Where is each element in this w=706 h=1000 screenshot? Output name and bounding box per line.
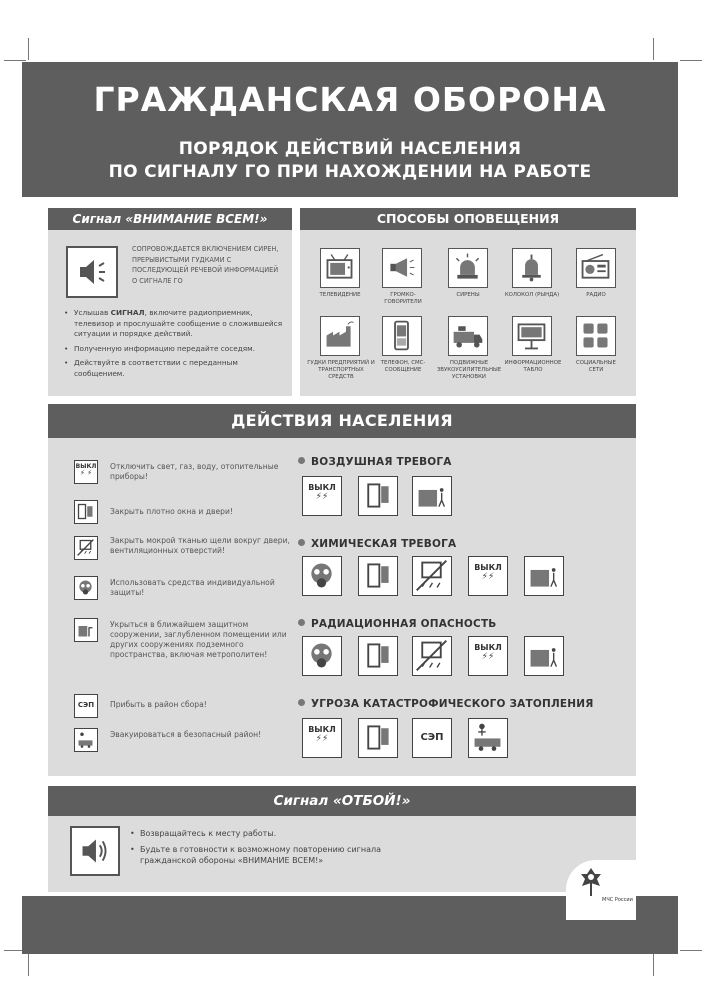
- vehicle-icon: [448, 316, 488, 356]
- notification-label-billboard: ИНФОРМАЦИОННОЕ ТАБЛО: [504, 360, 562, 373]
- subtitle-line-2: ПО СИГНАЛУ ГО ПРИ НАХОЖДЕНИИ НА РАБОТЕ: [108, 162, 592, 182]
- crop-mark: [653, 954, 654, 976]
- speaker-muted-icon: [66, 246, 118, 298]
- legend-text-gas-mask: Использовать средства индивидуальной защиты!: [110, 578, 275, 597]
- notification-label-bell: КОЛОКОЛ (РЫНДА): [504, 292, 560, 298]
- assembly-point-icon: СЭП: [412, 718, 452, 758]
- crop-mark: [4, 60, 26, 61]
- notification-label-factory: ГУДКИ ПРЕДПРИЯТИЙ И ТРАНСПОРТНЫХ СРЕДСТВ: [307, 360, 375, 380]
- door-icon: [358, 556, 398, 596]
- attention-bullet-1: • Услышав СИГНАЛ, включите радиоприемник, телевизор и прослушайте сообщение о сложившейся ситуации и порядке действий.: [64, 308, 286, 340]
- alarm-title-flood: УГРОЗА КАТАСТРОФИЧЕСКОГО ЗАТОПЛЕНИЯ: [298, 698, 594, 710]
- gas-mask-icon: [302, 636, 342, 676]
- door-icon: [358, 476, 398, 516]
- door-icon: [74, 500, 98, 524]
- speaker-icon: [70, 826, 120, 876]
- shelter-icon: [412, 476, 452, 516]
- actions-panel: [48, 404, 636, 776]
- bullet-dot: [298, 699, 305, 706]
- door-icon: [358, 636, 398, 676]
- switch-off-icon: ВЫКЛ ⚡⚡: [468, 556, 508, 596]
- alarm-title-air: ВОЗДУШНАЯ ТРЕВОГА: [298, 456, 452, 468]
- notification-label-radio: РАДИО: [586, 292, 606, 298]
- switch-off-icon: ВЫКЛ ⚡⚡: [302, 718, 342, 758]
- shelter-icon: [74, 618, 98, 642]
- page-title: ГРАЖДАНСКАЯ ОБОРОНА: [93, 80, 607, 119]
- switch-off-icon: ВЫКЛ ⚡ ⚡: [74, 460, 98, 484]
- evacuation-icon: [468, 718, 508, 758]
- allclear-bullet-1: • Возвращайтесь к месту работы.: [130, 828, 430, 840]
- logo-text: МЧС России: [602, 897, 633, 903]
- crop-mark: [28, 954, 29, 976]
- bullet-dot: [298, 539, 305, 546]
- legend-text-seal-gaps: Закрыть мокрой тканью щели вокруг двери, вентиляционных отверстий!: [110, 536, 290, 555]
- allclear-bullet-2: • Будьте в готовности к возможному повторению сигнала гражданской обороны «ВНИМАНИЕ ВСЕМ!»: [130, 844, 430, 867]
- switch-off-icon: ВЫКЛ ⚡⚡: [468, 636, 508, 676]
- page-subtitle: [22, 138, 678, 184]
- legend-text-door: Закрыть плотно окна и двери!: [110, 507, 233, 516]
- actions-title: ДЕЙСТВИЯ НАСЕЛЕНИЯ: [48, 404, 636, 438]
- emblem-icon: [578, 866, 604, 898]
- legend-text-evacuation: Эвакуироваться в безопасный район!: [110, 730, 262, 739]
- notification-label-tv: ТЕЛЕВИДЕНИЕ: [319, 292, 361, 298]
- bell-icon: [512, 248, 552, 288]
- legend-text-assembly-point: Прибыть в район сбора!: [110, 700, 207, 709]
- notification-panel: [300, 208, 636, 396]
- emercom-logo: [566, 860, 636, 920]
- phone-icon: [382, 316, 422, 356]
- legend-text-switch-off: Отключить свет, газ, воду, отопительные приборы!: [110, 462, 279, 481]
- attention-description: СОПРОВОЖДАЕТСЯ ВКЛЮЧЕНИЕМ СИРЕН, ПРЕРЫВИСТЫМИ ГУДКАМИ С ПОСЛЕДУЮЩЕЙ РЕЧЕВОЙ ИНФОРМАЦИЕЙ О СИГНАЛЕ ГО: [132, 245, 279, 285]
- notification-label-phone: ТЕЛЕФОН, СМС-СООБЩЕНИЕ: [380, 360, 426, 373]
- alarm-title-chemical: ХИМИЧЕСКАЯ ТРЕВОГА: [298, 538, 456, 550]
- door-icon: [358, 718, 398, 758]
- notification-label-vehicle: ПОДВИЖНЫЕ ЗВУКОУСИЛИТЕЛЬНЫЕ УСТАНОВКИ: [436, 360, 502, 380]
- shelter-icon: [524, 556, 564, 596]
- notification-title: СПОСОБЫ ОПОВЕЩЕНИЯ: [300, 208, 636, 230]
- notification-label-social: СОЦИАЛЬНЫЕ СЕТИ: [576, 360, 616, 373]
- gas-mask-icon: [302, 556, 342, 596]
- social-icon: [576, 316, 616, 356]
- attention-title: Сигнал «ВНИМАНИЕ ВСЕМ!»: [48, 208, 292, 230]
- shelter-icon: [524, 636, 564, 676]
- loudspeaker-icon: [382, 248, 422, 288]
- allclear-panel: [48, 786, 636, 892]
- bullet-dot: [298, 457, 305, 464]
- page-header: [22, 62, 678, 197]
- tv-icon: [320, 248, 360, 288]
- attention-instructions: [64, 308, 286, 380]
- crop-mark: [28, 38, 29, 60]
- gas-mask-icon: [74, 576, 98, 600]
- evacuation-icon: [74, 728, 98, 752]
- factory-icon: [320, 316, 360, 356]
- billboard-icon: [512, 316, 552, 356]
- attention-bullet-2: • Полученную информацию передайте соседям.: [64, 344, 286, 355]
- crop-mark: [680, 950, 702, 951]
- switch-off-icon: ВЫКЛ ⚡⚡: [302, 476, 342, 516]
- attention-bullet-3: • Действуйте в соответствии с переданным сообщением.: [64, 358, 286, 379]
- seal-gaps-icon: [412, 636, 452, 676]
- crop-mark: [680, 60, 702, 61]
- subtitle-line-1: ПОРЯДОК ДЕЙСТВИЙ НАСЕЛЕНИЯ: [178, 139, 522, 159]
- allclear-instructions: [130, 828, 430, 867]
- allclear-title: Сигнал «ОТБОЙ!»: [48, 786, 636, 816]
- alarm-title-radiation: РАДИАЦИОННАЯ ОПАСНОСТЬ: [298, 618, 497, 630]
- notification-label-siren: СИРЕНЫ: [456, 292, 480, 298]
- attention-panel: [48, 208, 292, 396]
- crop-mark: [653, 38, 654, 60]
- legend-text-shelter: Укрыться в ближайшем защитном сооружении, заглубленном помещении или других сооружениях подземного пространства, включая метрополитен!: [110, 620, 287, 659]
- siren-icon: [448, 248, 488, 288]
- radio-icon: [576, 248, 616, 288]
- assembly-point-icon: СЭП: [74, 694, 98, 718]
- bullet-dot: [298, 619, 305, 626]
- notification-label-loudspeaker: ГРОМКО-ГОВОРИТЕЛИ: [384, 292, 422, 305]
- seal-gaps-icon: [412, 556, 452, 596]
- seal-gaps-icon: [74, 536, 98, 560]
